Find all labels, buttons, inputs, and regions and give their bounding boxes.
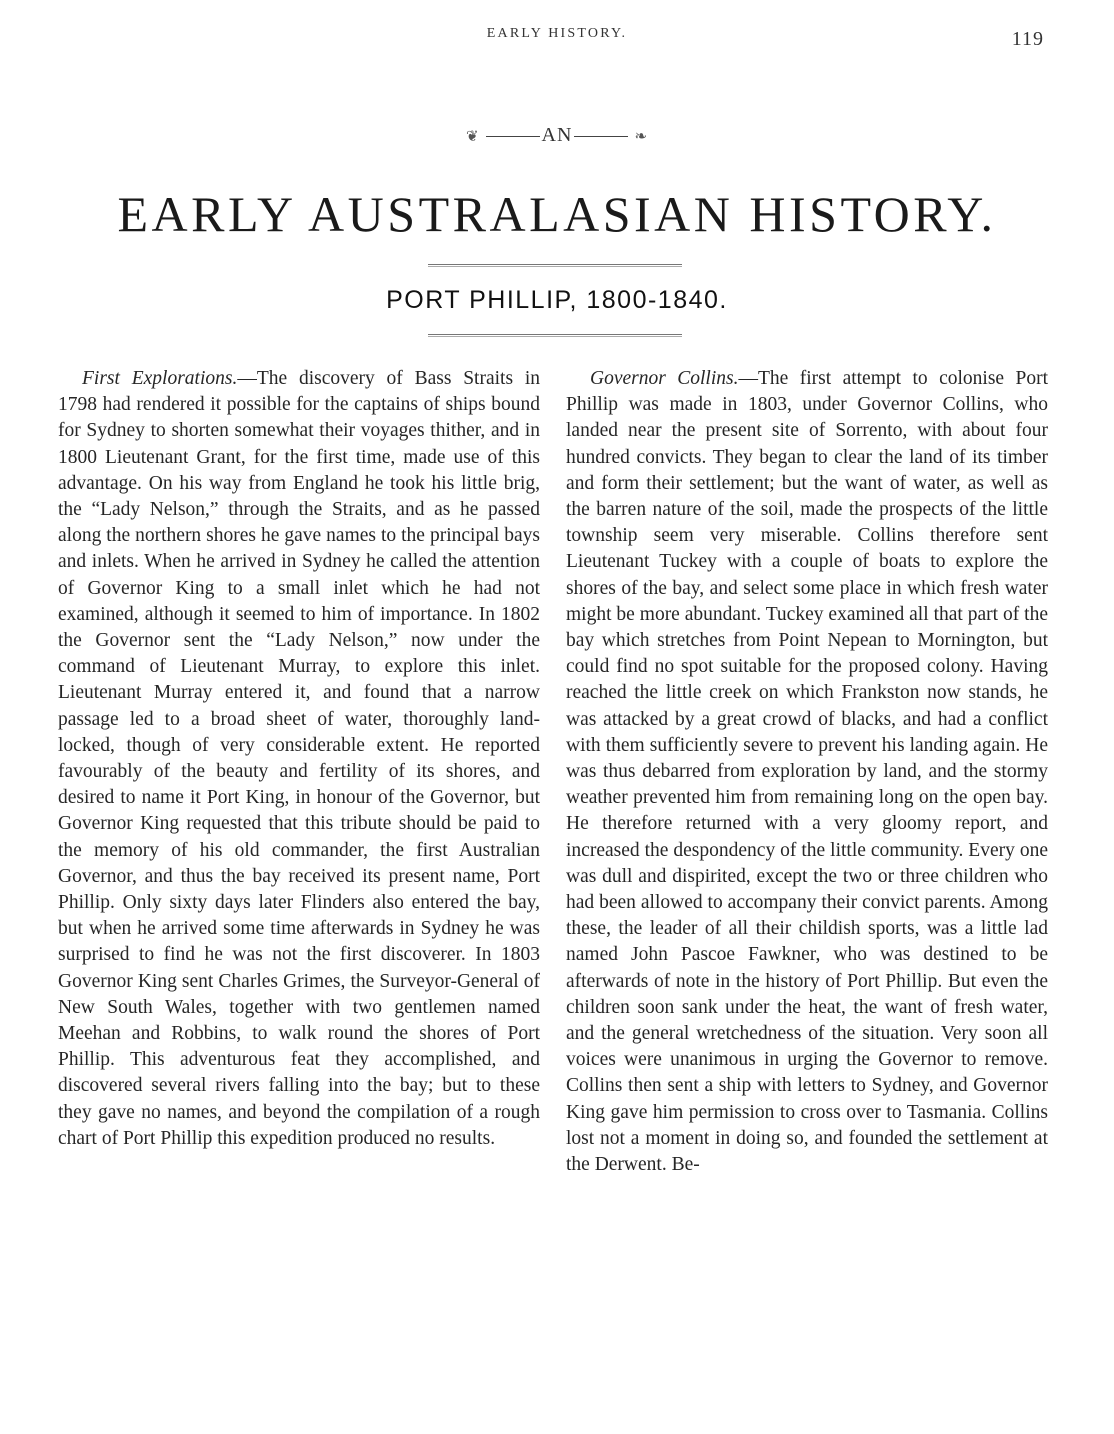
title-prefix-line [0,124,1114,147]
section-paragraph [566,366,1048,1178]
running-head [0,26,1114,54]
left-ornament-icon: ❦ [465,129,480,145]
section-body: —The discovery of Bass Straits in 1798 had rendered it possible for the captains of ships bound for Sydney to shorten somewhat their voyages thither, and in 1800 Lieutenant Grant, for the first time, made use of this advantage. On his way from England he took his little brig, the “Lady Nelson,” through the Straits, and as he passed along the northern shores he gave names to the principal bays and inlets. When he arrived in Sydney he called the attention of Governor King to a small inlet which he had not examined, although it seemed to him of importance. In 1802 the Governor sent the “Lady Nelson,” now under the command of Lieutenant Murray, to explore this inlet. Lieutenant Murray entered it, and found that a narrow passage led to a broad sheet of water, thoroughly land-locked, though of very considerable extent. He reported favourably of the beauty and fertility of its shores, and desired to name it Port King, in honour of the Governor, but Governor King requested that this tribute should be paid to the memory of his old commander, the first Australian Governor, and thus the bay received its present name, Port Phillip. Only sixty days later Flinders also entered the bay, but when he arrived some time afterwards in Sydney he was surprised to find he was not the first discoverer. In 1803 Governor King sent Charles Grimes, the Surveyor-General of New South Wales, together with two gentlemen named Meehan and Robbins, to walk round the shores of Port Phillip. This adventurous feat they accomplished, and discovered several rivers falling into the bay; but to these they gave no names, and beyond the compilation of a rough chart of Port Phillip this expedition produced no results. [58,368,541,1149]
left-column [58,366,540,1152]
right-ornament-icon: ❧ [634,129,649,145]
section-heading: First Explorations. [82,368,238,389]
page-number: 119 [1011,28,1044,50]
left-dash [486,136,540,137]
section-body: —The first attempt to colonise Port Phillip was made in 1803, under Governor Collins, who landed near the present site of Sorrento, with about four hundred convicts. They began to clear the land of its timber and form their settlement; but the want of water, as well as the barren nature of the soil, made the prospects of the little township seem very miserable. Collins therefore sent Lieutenant Tuckey with a couple of boats to explore the shores of the bay, and select some place in which fresh water might be more abundant. Tuckey examined all that part of the bay which stretches from Point Nepean to Mornington, but could find no spot suitable for the proposed colony. Having reached the little creek on which Frankston now stands, he was attacked by a great crowd of blacks, and had a conflict with them sufficiently severe to prevent his landing again. He was thus debarred from exploration by land, and the stormy weather prevented him from remaining long on the open bay. He therefore returned with a very gloomy report, and increased the despondency of the little community. Every one was dull and dispirited, except the two or three children who had been allowed to accompany their convict parents. Among these, the leader of all their childish sports, was a little lad named John Pascoe Fawkner, who was destined to be afterwards of note in the history of Port Phillip. But even the children soon sank under the heat, the want of fresh water, and the general wretchedness of the situation. Very soon all voices were unanimous in urging the Governor to remove. Collins then sent a ship with letters to Sydney, and Governor King gave him permission to cross over to Tasmania. Collins lost not a moment in doing so, and founded the settlement at the Derwent. Be- [566,368,1048,1176]
article-title: EARLY AUSTRALASIAN HISTORY. [117,186,997,242]
running-title: EARLY HISTORY. [486,26,628,41]
title-rule-bottom [428,334,682,337]
title-prefix: AN [541,124,573,146]
section-paragraph [58,366,540,1152]
title-rule-top [428,264,682,267]
right-column [566,366,1048,1178]
section-heading: Governor Collins. [590,368,739,389]
right-dash [574,136,628,137]
article-subtitle: PORT PHILLIP, 1800-1840. [386,286,728,314]
